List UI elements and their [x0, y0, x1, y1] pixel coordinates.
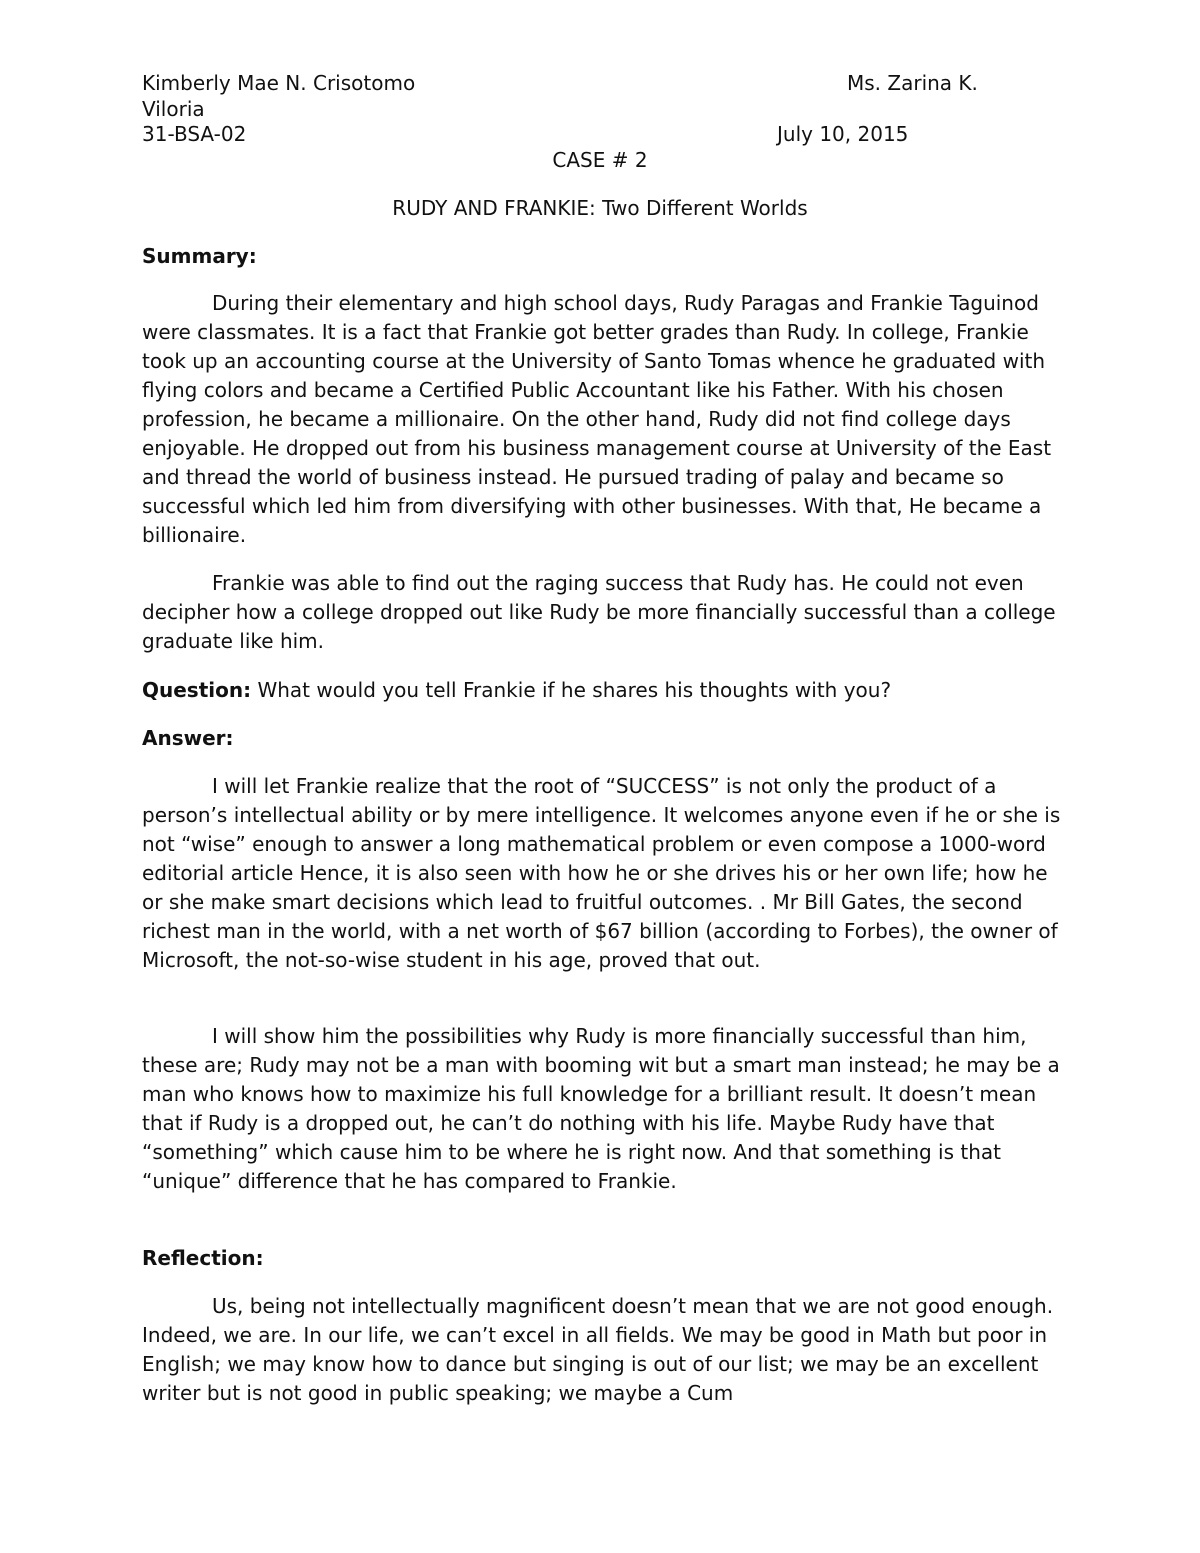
- summary-heading: Summary:: [142, 244, 257, 268]
- teacher-name-continued: Viloria: [142, 97, 205, 121]
- reflection-paragraph-1: Us, being not intellectually magnificent doesn’t mean that we are not good enough. Indeed, we are. In our life, we can’t excel in all fields. We may be good in Math but poor in English; we may know how to dance but singing is out of our list; we may be an excellent writer but is not good in public speaking; we maybe a Cum: [142, 1294, 1054, 1405]
- document-title: RUDY AND FRANKIE: Two Different Worlds: [392, 196, 808, 220]
- summary-paragraph-2: Frankie was able to find out the raging success that Rudy has. He could not even decipher how a college dropped out like Rudy be more financially successful than a college graduate like him.: [142, 571, 1056, 653]
- reflection-heading: Reflection:: [142, 1246, 264, 1270]
- student-name: Kimberly Mae N. Crisotomo: [142, 71, 416, 95]
- summary-paragraph-1: During their elementary and high school days, Rudy Paragas and Frankie Taguinod were classmates. It is a fact that Frankie got better grades than Rudy. In college, Frankie took up an accounting course at the University of Santo Tomas whence he graduated with flying colors and became a Certified Public Accountant like his Father. With his chosen profession, he became a millionaire. On the other hand, Rudy did not find college days enjoyable. He dropped out from his business management course at University of the East and thread the world of business instead. He pursued trading of palay and became so successful which led him from diversifying with other businesses. With that, He became a billionaire.: [142, 291, 1052, 547]
- case-number: CASE # 2: [552, 148, 648, 172]
- document-date: July 10, 2015: [777, 122, 909, 146]
- answer-heading: Answer:: [142, 726, 234, 750]
- answer-paragraph-1: I will let Frankie realize that the root of “SUCCESS” is not only the product of a person’s intellectual ability or by mere intelligence. It welcomes anyone even if he or she is not “wise” enough to answer a long mathematical problem or even compose a 1000-word editorial article Hence, it is also seen with how he or she drives his or her own life; how he or she make smart decisions which lead to fruitful outcomes. . Mr Bill Gates, the second richest man in the world, with a net worth of $67 billion (according to Forbes), the owner of Microsoft, the not-so-wise student in his age, proved that out.: [142, 774, 1061, 972]
- answer-paragraph-2: I will show him the possibilities why Rudy is more financially successful than him, these are; Rudy may not be a man with booming wit but a smart man instead; he may be a man who knows how to maximize his full knowledge for a brilliant result. It doesn’t mean that if Rudy is a dropped out, he can’t do nothing with his life. Maybe Rudy have that “something” which cause him to be where he is right now. And that something is that “unique” difference that he has compared to Frankie.: [142, 1024, 1060, 1193]
- teacher-name: Ms. Zarina K.: [847, 71, 978, 95]
- question-line: [142, 676, 891, 705]
- question-text: What would you tell Frankie if he shares his thoughts with you?: [251, 678, 892, 702]
- class-section: 31-BSA-02: [142, 122, 247, 146]
- question-label: Question:: [142, 678, 252, 702]
